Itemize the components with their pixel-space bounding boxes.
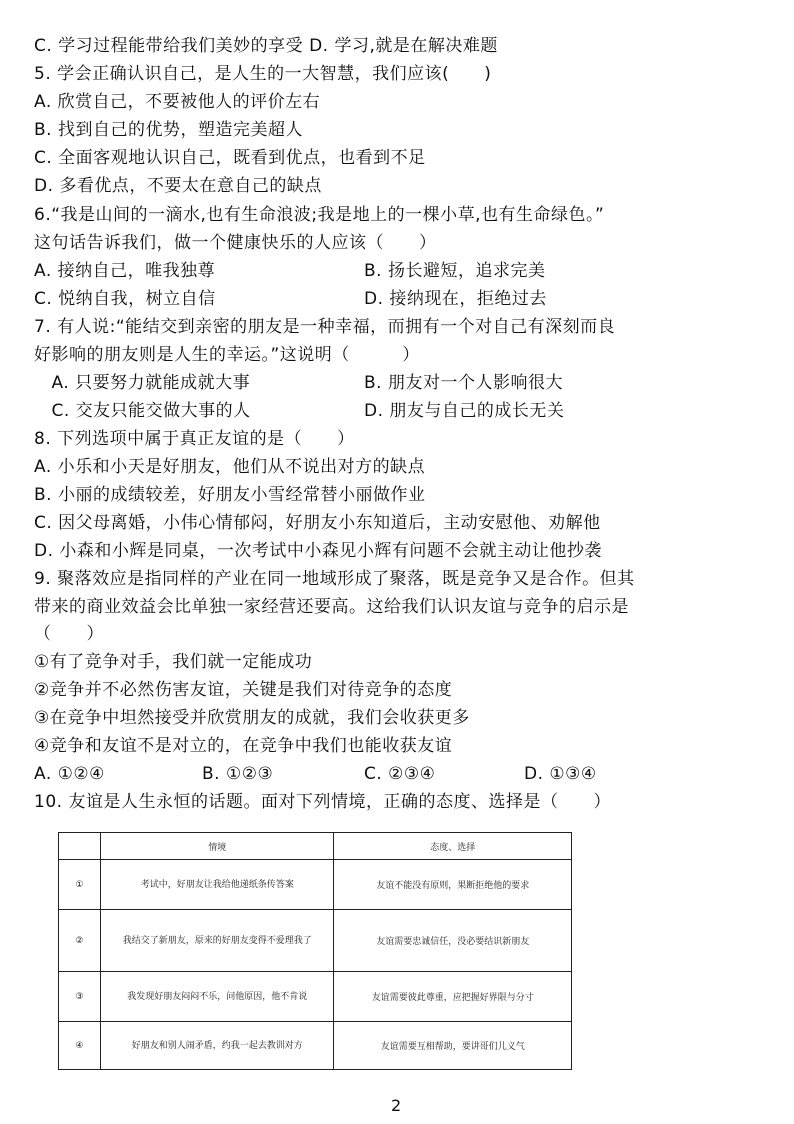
statement-line: ③在竞争中坦然接受并欣赏朋友的成就，我们会收获更多 bbox=[34, 708, 470, 728]
attitude-cell: 友谊需要彼此尊重，应把握好界限与分寸 bbox=[334, 972, 572, 1022]
option-line bbox=[34, 369, 563, 397]
option-a: A. 只要努力就能成就大事 bbox=[34, 373, 251, 393]
option-c: C. 交友只能交做大事的人 bbox=[34, 401, 251, 421]
question-9: 9. 聚落效应是指同样的产业在同一地域形成了聚落，既是竞争又是合作。但其 bbox=[34, 569, 635, 589]
option-line: A. 欣赏自己，不要被他人的评价左右 bbox=[34, 92, 321, 112]
situation-cell: 我发现好朋友闷闷不乐，问他原因，他不肯说 bbox=[100, 972, 334, 1022]
option-c: C. ②③④ bbox=[364, 764, 436, 784]
row-number: ② bbox=[59, 910, 101, 972]
table-row bbox=[59, 910, 572, 972]
row-number: ③ bbox=[59, 972, 101, 1022]
option-line: C. 因父母离婚，小伟心情郁闷，好朋友小东知道后，主动安慰他、劝解他 bbox=[34, 513, 601, 533]
option-b: B. 朋友对一个人影响很大 bbox=[364, 373, 563, 393]
question-7: 7. 有人说:“能结交到亲密的朋友是一种幸福，而拥有一个对自己有深刻而良 bbox=[34, 317, 616, 337]
table-row bbox=[59, 1022, 572, 1070]
option-line: D. 多看优点，不要太在意自己的缺点 bbox=[34, 176, 322, 196]
text-line: 带来的商业效益会比单独一家经营还要高。这给我们认识友谊与竞争的启示是 bbox=[34, 597, 629, 617]
option-a: A. 接纳自己，唯我独尊 bbox=[34, 261, 216, 281]
row-number: ④ bbox=[59, 1022, 101, 1070]
page-number: 2 bbox=[391, 1096, 402, 1115]
question-10: 10. 友谊是人生永恒的话题。面对下列情境，正确的态度、选择是（ ） bbox=[34, 792, 611, 812]
option-c: C. 悦纳自我，树立自信 bbox=[34, 289, 216, 309]
attitude-cell: 友谊需要忠诚信任，没必要结识新朋友 bbox=[334, 910, 572, 972]
text-line: 这句话告诉我们，做一个健康快乐的人应该（ ） bbox=[34, 233, 437, 253]
table-row bbox=[59, 972, 572, 1022]
option-line bbox=[34, 285, 547, 313]
situation-cell: 我结交了新朋友，原来的好朋友变得不爱理我了 bbox=[100, 910, 334, 972]
question-5: 5. 学会正确认识自己，是人生的一大智慧，我们应该( ) bbox=[34, 64, 492, 84]
question-6: 6.“我是山间的一滴水,也有生命浪波;我是地上的一棵小草,也有生命绿色。” bbox=[34, 205, 605, 225]
option-line: B. 小丽的成绩较差，好朋友小雪经常替小丽做作业 bbox=[34, 485, 426, 505]
option-d: D. 朋友与自己的成长无关 bbox=[364, 401, 565, 421]
text-line: C. 学习过程能带给我们美妙的享受 D. 学习,就是在解决难题 bbox=[34, 36, 498, 56]
option-line: C. 全面客观地认识自己，既看到优点，也看到不足 bbox=[34, 148, 426, 168]
option-line: D. 小森和小辉是同桌，一次考试中小森见小辉有问题不会就主动让他抄袭 bbox=[34, 541, 602, 561]
attitude-cell: 友谊不能没有原则，果断拒绝他的要求 bbox=[334, 860, 572, 910]
option-line: A. 小乐和小天是好朋友，他们从不说出对方的缺点 bbox=[34, 457, 426, 477]
statement-line: ①有了竞争对手，我们就一定能成功 bbox=[34, 652, 313, 672]
option-d: D. 接纳现在，拒绝过去 bbox=[364, 289, 547, 309]
option-line bbox=[34, 397, 565, 425]
option-b: B. ①②③ bbox=[202, 764, 274, 784]
option-a: A. ①②④ bbox=[34, 764, 105, 784]
table-header bbox=[59, 833, 101, 860]
option-line: B. 找到自己的优势，塑造完美超人 bbox=[34, 120, 303, 140]
situation-cell: 考试中，好朋友让我给他递纸条传答案 bbox=[100, 860, 334, 910]
text-line: 好影响的朋友则是人生的幸运。”这说明（ ） bbox=[34, 345, 420, 365]
option-d: D. ①③④ bbox=[524, 764, 597, 784]
table-row bbox=[59, 860, 572, 910]
situation-table bbox=[58, 832, 572, 1070]
statement-line: ②竞争并不必然伤害友谊，关键是我们对待竞争的态度 bbox=[34, 680, 453, 700]
row-number: ① bbox=[59, 860, 101, 910]
option-line bbox=[34, 760, 597, 788]
question-8: 8. 下列选项中属于真正友谊的是（ ） bbox=[34, 429, 355, 449]
table-header-row bbox=[59, 833, 572, 860]
option-line bbox=[34, 257, 546, 285]
table-header: 态度、选择 bbox=[334, 833, 572, 860]
table-header: 情境 bbox=[100, 833, 334, 860]
statement-line: ④竞争和友谊不是对立的，在竞争中我们也能收获友谊 bbox=[34, 736, 453, 756]
option-b: B. 扬长避短，追求完美 bbox=[364, 261, 546, 281]
attitude-cell: 友谊需要互相帮助，要讲哥们儿义气 bbox=[334, 1022, 572, 1070]
situation-cell: 好朋友和别人闹矛盾，约我一起去教训对方 bbox=[100, 1022, 334, 1070]
text-line: （ ） bbox=[34, 624, 104, 644]
